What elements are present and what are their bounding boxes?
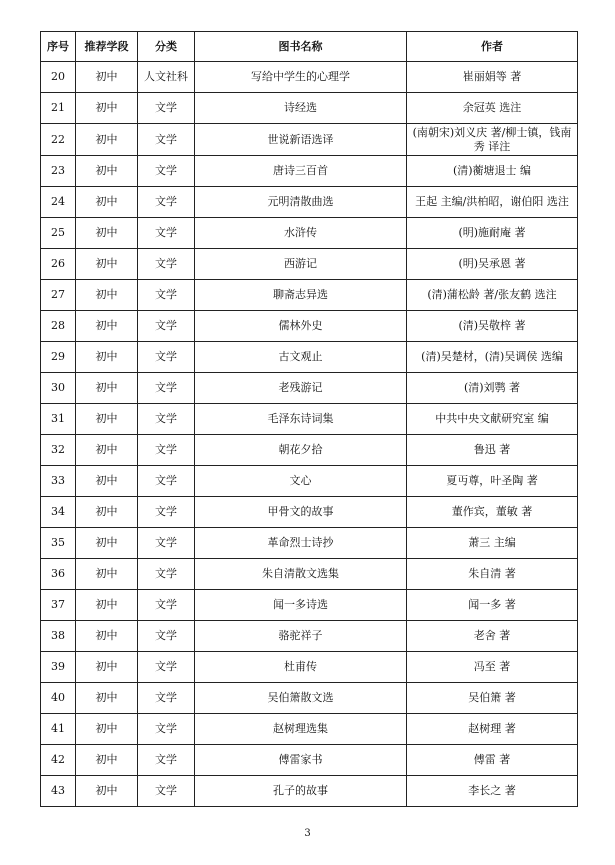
cell-book-title: 古文观止 (195, 342, 407, 373)
cell-category: 文学 (138, 652, 195, 683)
table-row (41, 404, 578, 435)
cell-author: 老舍 著 (407, 621, 578, 652)
cell-author: 崔丽娟等 著 (407, 62, 578, 93)
cell-category: 文学 (138, 683, 195, 714)
cell-book-title: 甲骨文的故事 (195, 497, 407, 528)
cell-category: 文学 (138, 342, 195, 373)
cell-author: (清)蘅塘退士 编 (407, 156, 578, 187)
cell-category: 文学 (138, 124, 195, 156)
cell-serial-number: 39 (41, 652, 76, 683)
cell-serial-number: 21 (41, 93, 76, 124)
cell-author: 夏丏尊，叶圣陶 著 (407, 466, 578, 497)
cell-recommended-stage: 初中 (76, 776, 138, 807)
table-row (41, 621, 578, 652)
cell-recommended-stage: 初中 (76, 621, 138, 652)
cell-recommended-stage: 初中 (76, 280, 138, 311)
table-row (41, 187, 578, 218)
cell-book-title: 傅雷家书 (195, 745, 407, 776)
cell-serial-number: 24 (41, 187, 76, 218)
cell-recommended-stage: 初中 (76, 311, 138, 342)
cell-serial-number: 35 (41, 528, 76, 559)
cell-serial-number: 38 (41, 621, 76, 652)
header-author: 作者 (407, 32, 578, 62)
cell-book-title: 世说新语选译 (195, 124, 407, 156)
cell-book-title: 革命烈士诗抄 (195, 528, 407, 559)
cell-serial-number: 37 (41, 590, 76, 621)
table-row (41, 435, 578, 466)
cell-serial-number: 23 (41, 156, 76, 187)
cell-book-title: 文心 (195, 466, 407, 497)
cell-category: 人文社科 (138, 62, 195, 93)
cell-book-title: 诗经选 (195, 93, 407, 124)
cell-category: 文学 (138, 187, 195, 218)
table-row (41, 683, 578, 714)
cell-serial-number: 43 (41, 776, 76, 807)
header-category: 分类 (138, 32, 195, 62)
cell-book-title: 元明清散曲选 (195, 187, 407, 218)
table-row (41, 62, 578, 93)
cell-book-title: 西游记 (195, 249, 407, 280)
cell-serial-number: 20 (41, 62, 76, 93)
table-row (41, 218, 578, 249)
cell-book-title: 儒林外史 (195, 311, 407, 342)
cell-author: 鲁迅 著 (407, 435, 578, 466)
cell-serial-number: 29 (41, 342, 76, 373)
cell-recommended-stage: 初中 (76, 249, 138, 280)
cell-recommended-stage: 初中 (76, 187, 138, 218)
cell-category: 文学 (138, 776, 195, 807)
cell-author: 赵树理 著 (407, 714, 578, 745)
cell-serial-number: 32 (41, 435, 76, 466)
table-row (41, 497, 578, 528)
table-row (41, 342, 578, 373)
cell-recommended-stage: 初中 (76, 124, 138, 156)
cell-serial-number: 41 (41, 714, 76, 745)
cell-serial-number: 34 (41, 497, 76, 528)
cell-category: 文学 (138, 714, 195, 745)
cell-recommended-stage: 初中 (76, 218, 138, 249)
cell-author: (清)吴楚材，(清)吴调侯 选编 (407, 342, 578, 373)
cell-author: (明)吴承恩 著 (407, 249, 578, 280)
cell-serial-number: 27 (41, 280, 76, 311)
cell-serial-number: 30 (41, 373, 76, 404)
cell-category: 文学 (138, 280, 195, 311)
cell-serial-number: 42 (41, 745, 76, 776)
cell-author: (清)吴敬梓 著 (407, 311, 578, 342)
cell-book-title: 聊斋志异选 (195, 280, 407, 311)
cell-book-title: 毛泽东诗词集 (195, 404, 407, 435)
table-row (41, 373, 578, 404)
cell-author: 余冠英 选注 (407, 93, 578, 124)
cell-recommended-stage: 初中 (76, 590, 138, 621)
table-row (41, 124, 578, 156)
cell-recommended-stage: 初中 (76, 714, 138, 745)
cell-recommended-stage: 初中 (76, 93, 138, 124)
cell-serial-number: 26 (41, 249, 76, 280)
table-row (41, 714, 578, 745)
cell-serial-number: 40 (41, 683, 76, 714)
header-serial-number: 序号 (41, 32, 76, 62)
table-header-row (41, 32, 578, 62)
cell-category: 文学 (138, 373, 195, 404)
cell-book-title: 赵树理选集 (195, 714, 407, 745)
cell-author: 朱自清 著 (407, 559, 578, 590)
cell-category: 文学 (138, 559, 195, 590)
cell-book-title: 骆驼祥子 (195, 621, 407, 652)
cell-recommended-stage: 初中 (76, 652, 138, 683)
cell-serial-number: 31 (41, 404, 76, 435)
cell-author: 闻一多 著 (407, 590, 578, 621)
cell-recommended-stage: 初中 (76, 342, 138, 373)
cell-book-title: 孔子的故事 (195, 776, 407, 807)
cell-serial-number: 22 (41, 124, 76, 156)
cell-author: 董作宾，董敏 著 (407, 497, 578, 528)
cell-recommended-stage: 初中 (76, 683, 138, 714)
cell-category: 文学 (138, 590, 195, 621)
cell-book-title: 杜甫传 (195, 652, 407, 683)
cell-book-title: 水浒传 (195, 218, 407, 249)
cell-author: 萧三 主编 (407, 528, 578, 559)
cell-author: 冯至 著 (407, 652, 578, 683)
page-number: 3 (304, 828, 311, 839)
cell-category: 文学 (138, 218, 195, 249)
cell-category: 文学 (138, 156, 195, 187)
cell-book-title: 闻一多诗选 (195, 590, 407, 621)
table-row (41, 528, 578, 559)
cell-recommended-stage: 初中 (76, 404, 138, 435)
cell-author: (南朝宋)刘义庆 著/柳士镇，钱南秀 译注 (407, 124, 578, 156)
cell-serial-number: 33 (41, 466, 76, 497)
cell-book-title: 吴伯箫散文选 (195, 683, 407, 714)
cell-recommended-stage: 初中 (76, 435, 138, 466)
cell-author: 吴伯箫 著 (407, 683, 578, 714)
cell-author: 王起 主编/洪柏昭，谢伯阳 选注 (407, 187, 578, 218)
cell-recommended-stage: 初中 (76, 156, 138, 187)
table-row (41, 745, 578, 776)
cell-category: 文学 (138, 528, 195, 559)
cell-author: 中共中央文献研究室 编 (407, 404, 578, 435)
table-row (41, 156, 578, 187)
cell-author: (清)蒲松龄 著/张友鹤 选注 (407, 280, 578, 311)
table-row (41, 249, 578, 280)
cell-category: 文学 (138, 435, 195, 466)
cell-book-title: 写给中学生的心理学 (195, 62, 407, 93)
cell-recommended-stage: 初中 (76, 559, 138, 590)
cell-recommended-stage: 初中 (76, 62, 138, 93)
cell-author: (清)刘鹗 著 (407, 373, 578, 404)
cell-author: 傅雷 著 (407, 745, 578, 776)
table-row (41, 559, 578, 590)
header-book-title: 图书名称 (195, 32, 407, 62)
cell-book-title: 朱自清散文选集 (195, 559, 407, 590)
cell-category: 文学 (138, 311, 195, 342)
header-recommended-stage: 推荐学段 (76, 32, 138, 62)
cell-category: 文学 (138, 249, 195, 280)
cell-serial-number: 25 (41, 218, 76, 249)
cell-serial-number: 28 (41, 311, 76, 342)
cell-recommended-stage: 初中 (76, 466, 138, 497)
cell-recommended-stage: 初中 (76, 373, 138, 404)
table-row (41, 466, 578, 497)
cell-serial-number: 36 (41, 559, 76, 590)
table-body (41, 62, 578, 807)
cell-category: 文学 (138, 745, 195, 776)
cell-recommended-stage: 初中 (76, 745, 138, 776)
cell-category: 文学 (138, 466, 195, 497)
table-row (41, 590, 578, 621)
cell-book-title: 唐诗三百首 (195, 156, 407, 187)
cell-recommended-stage: 初中 (76, 497, 138, 528)
cell-category: 文学 (138, 93, 195, 124)
cell-author: 李长之 著 (407, 776, 578, 807)
cell-author: (明)施耐庵 著 (407, 218, 578, 249)
cell-category: 文学 (138, 404, 195, 435)
cell-book-title: 老残游记 (195, 373, 407, 404)
cell-book-title: 朝花夕拾 (195, 435, 407, 466)
table-row (41, 776, 578, 807)
table-row (41, 652, 578, 683)
cell-category: 文学 (138, 497, 195, 528)
table-row (41, 93, 578, 124)
table-row (41, 311, 578, 342)
cell-recommended-stage: 初中 (76, 528, 138, 559)
recommended-book-table (40, 31, 578, 807)
cell-category: 文学 (138, 621, 195, 652)
table-row (41, 280, 578, 311)
